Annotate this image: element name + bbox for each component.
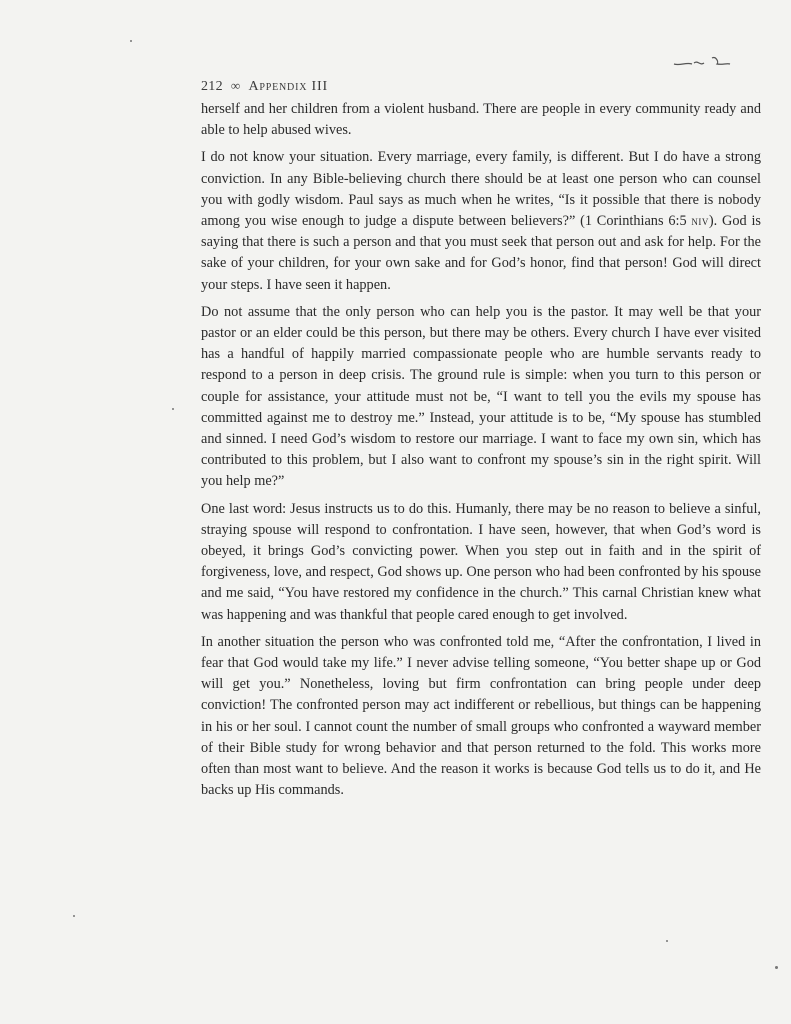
handwritten-mark [672, 52, 732, 70]
paragraph-5: In another situation the person who was confronted told me, “After the confrontation, I lived in fear that God would take my life.” I never advise telling someone, “You better shape up or God will get you.” Nonetheless, loving but firm confrontation can bring people under deep conviction! The confronted person may act indifferent or rebellious, but things can be happening in his or her soul. I cannot count the number of small groups who confronted a wayward member of their Bible study for wrong behavior and that person returned to the fold. This works more often than most want to believe. And the reason it works is because God tells us to do it, and He backs up His commands. [201, 633, 761, 799]
section-title: Appendix III [248, 79, 328, 94]
ornament-icon: ∞ [230, 78, 241, 93]
page-number: 212 [201, 79, 223, 94]
scan-speck [130, 40, 132, 42]
scan-speck [73, 915, 75, 917]
paragraph-1: herself and her children from a violent husband. There are people in every community ready and able to help abused wives. [201, 101, 761, 139]
paragraph-4: One last word: Jesus instructs us to do this. Humanly, there may be no reason to believe a sinful, straying spouse will respond to confrontation. I have seen, however, that when God’s word is obeyed, it brings God’s convicting power. When you step out in faith and in the spirit of forgiveness, love, and respect, God shows up. One person who had been confronted by his spouse and me said, “You have restored my confidence in the church.” This carnal Christian knew what was happening and was thankful that people cared enough to get involved. [201, 500, 761, 623]
paragraph-2-part-2: ). God is saying that there is such a person and that you must seek that person out and ask for help. For the sake of your children, for your own sake and for God’s honor, find that person! God will direct your steps. I have seen it happen. [201, 213, 761, 293]
paragraph-3: Do not assume that the only person who can help you is the pastor. It may well be that your pastor or an elder could be this person, but there may be others. Every church I have ever visited has a handful of happily married compassionate people who are humble servants ready to respond to a person in deep crisis. The ground rule is simple: when you turn to this person or couple for assistance, your attitude must not be, “I want to tell you the evils my spouse has committed against me to destroy me.” Instead, your attitude is to be, “My spouse has stumbled and sinned. I need God’s wisdom to restore our marriage. I want to face my own sin, which has contributed to this problem, but I also want to confront my spouse’s sin in the right spirit. Will you help me?” [201, 303, 761, 490]
scan-speck [172, 408, 174, 410]
scan-speck [775, 966, 778, 969]
body-text [201, 99, 761, 808]
running-header [201, 78, 328, 95]
paragraph-2 [201, 147, 761, 295]
bible-version: niv [691, 214, 709, 229]
paragraph-2-part-1: I do not know your situation. Every marriage, every family, is different. But I do have a strong conviction. In any Bible-believing church there should be at least one person who can counsel you with godly wisdom. Paul says as much when he writes, “Is it possible that there is nobody among you wise enough to judge a dispute between believers?” (1 Corinthians 6:5 [201, 149, 761, 230]
scan-speck [666, 940, 668, 942]
